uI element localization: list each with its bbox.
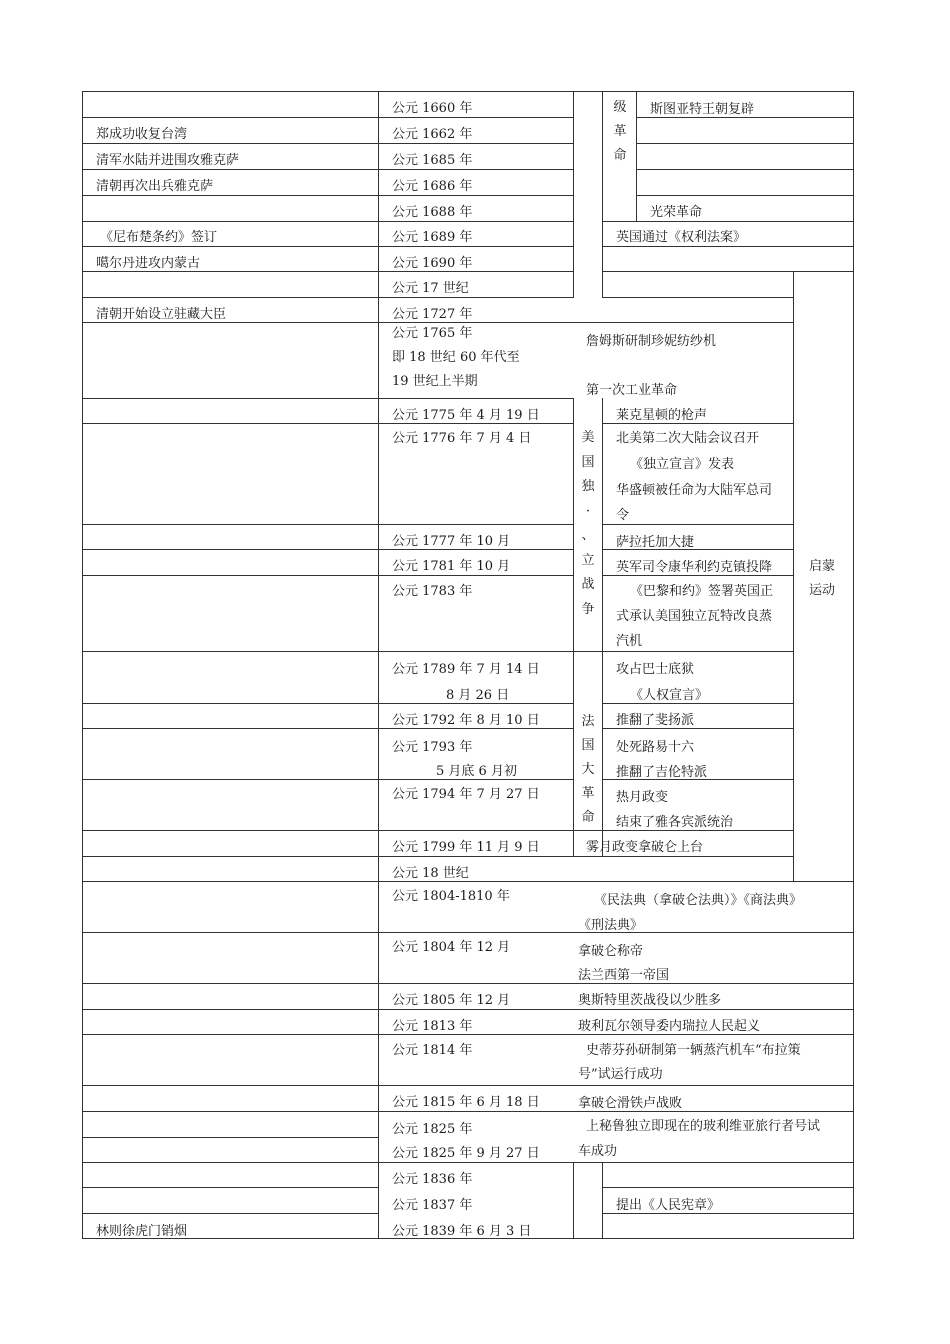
event-washington-cont: 令	[616, 508, 630, 523]
group-english-revolution	[611, 96, 629, 168]
china-event-1686: 清朝再次出兵雅克萨	[96, 179, 214, 194]
group-char: 独	[581, 479, 595, 494]
event-feuillants: 推翻了斐扬派	[616, 713, 695, 728]
date-1686: 公元 1686 年	[392, 179, 473, 194]
date-17th-century: 公元 17 世纪	[392, 281, 469, 296]
date-1837: 公元 1837 年	[392, 1198, 473, 1213]
event-declaration: 《独立宣言》发表	[630, 457, 735, 472]
date-1688: 公元 1688 年	[392, 205, 473, 220]
date-1825: 公元 1825 年	[392, 1122, 473, 1137]
china-event-1727: 清朝开始设立驻藏大臣	[96, 307, 227, 322]
event-stephenson: 史蒂芬孙研制第一辆蒸汽机车“布拉策	[586, 1043, 801, 1058]
event-glorious-revolution: 光荣革命	[650, 205, 703, 220]
date-1793-may: 5 月底 6 月初	[436, 764, 517, 779]
group-char: 级	[613, 100, 627, 115]
event-bolivia-locomotion-cont: 车成功	[578, 1144, 618, 1159]
event-first-empire: 法兰西第一帝国	[578, 968, 670, 983]
event-stuart-restoration: 斯图亚特王朝复辟	[650, 102, 755, 117]
group-char: 革	[581, 786, 595, 801]
date-1765-range: 即 18 世纪 60 年代至	[392, 350, 520, 365]
group-french-revolution	[579, 710, 597, 830]
group-char: 革	[613, 124, 627, 139]
china-event-1839: 林则徐虎门销烟	[96, 1224, 188, 1239]
event-austerlitz: 奥斯特里茨战役以少胜多	[578, 993, 722, 1008]
event-rights-of-man: 《人权宣言》	[630, 688, 709, 703]
date-1660: 公元 1660 年	[392, 101, 473, 116]
group-char: 战	[581, 577, 595, 592]
date-1793: 公元 1793 年	[392, 740, 473, 755]
date-1777: 公元 1777 年 10 月	[392, 534, 511, 549]
date-1804-1810: 公元 1804-1810 年	[392, 889, 510, 904]
group-american-war	[579, 426, 597, 622]
date-1839: 公元 1839 年 6 月 3 日	[392, 1224, 532, 1239]
event-bolivar: 玻利瓦尔领导委内瑞拉人民起义	[578, 1019, 761, 1034]
date-1804: 公元 1804 年 12 月	[392, 940, 511, 955]
event-girondins: 推翻了吉伦特派	[616, 765, 708, 780]
date-1825-sep: 公元 1825 年 9 月 27 日	[392, 1146, 540, 1161]
china-event-1689: 《尼布楚条约》签订	[100, 230, 218, 245]
event-jacobins-end: 结束了雅各宾派统治	[616, 815, 734, 830]
group-char: 争	[581, 601, 595, 617]
date-1690: 公元 1690 年	[392, 256, 473, 271]
date-1813: 公元 1813 年	[392, 1019, 473, 1034]
event-bill-of-rights: 英国通过《权利法案》	[616, 230, 747, 245]
event-spinning-jenny: 詹姆斯研制珍妮纺纱机	[586, 334, 717, 349]
event-bastille: 攻占巴士底狱	[616, 662, 695, 677]
event-treaty-paris-cont: 式承认美国独立瓦特改良蒸	[616, 609, 773, 624]
group-char: 命	[613, 148, 627, 163]
date-1814: 公元 1814 年	[392, 1043, 473, 1058]
date-1805: 公元 1805 年 12 月	[392, 993, 511, 1008]
event-saratoga: 萨拉托加大捷	[616, 535, 695, 550]
date-1799: 公元 1799 年 11 月 9 日	[392, 840, 540, 855]
event-waterloo: 拿破仑滑铁卢战败	[578, 1096, 683, 1111]
date-1781: 公元 1781 年 10 月	[392, 559, 511, 574]
group-char: ·	[585, 503, 591, 519]
event-lexington: 莱克星顿的枪声	[616, 408, 708, 423]
china-event-1690: 噶尔丹进攻内蒙古	[96, 256, 201, 271]
date-1727: 公元 1727 年	[392, 307, 473, 322]
event-stephenson-cont: 号”试运行成功	[578, 1067, 663, 1082]
event-bolivia-locomotion: 上秘鲁独立即现在的玻利维亚旅行者号试	[586, 1119, 821, 1134]
event-washington: 华盛顿被任命为大陆军总司	[616, 483, 773, 498]
date-1783: 公元 1783 年	[392, 584, 473, 599]
date-1794: 公元 1794 年 7 月 27 日	[392, 787, 540, 802]
event-thermidor: 热月政变	[616, 790, 669, 805]
event-yorktown: 英军司令康华利约克镇投降	[616, 560, 773, 575]
event-continental-congress: 北美第二次大陆会议召开	[616, 431, 760, 446]
china-event-1662: 郑成功收复台湾	[96, 127, 188, 142]
group-char: 国	[581, 738, 595, 753]
date-1815: 公元 1815 年 6 月 18 日	[392, 1095, 540, 1110]
china-event-1685: 清军水陆并进围攻雅克萨	[96, 153, 240, 168]
event-treaty-paris: 《巴黎和约》签署英国正	[630, 584, 774, 599]
group-char: 美	[581, 430, 595, 445]
date-1765: 公元 1765 年	[392, 326, 473, 341]
event-louis-xvi: 处死路易十六	[616, 740, 695, 755]
group-enlightenment: 启蒙 运动	[809, 559, 836, 598]
date-1776: 公元 1776 年 7 月 4 日	[392, 431, 532, 446]
event-peoples-charter: 提出《人民宪章》	[616, 1198, 721, 1213]
date-1765-range-end: 19 世纪上半期	[392, 374, 478, 389]
date-1689: 公元 1689 年	[392, 230, 473, 245]
date-1775: 公元 1775 年 4 月 19 日	[392, 408, 540, 423]
date-1789-aug: 8 月 26 日	[446, 688, 510, 703]
date-1685: 公元 1685 年	[392, 153, 473, 168]
event-penal-code: 《刑法典》	[578, 918, 644, 933]
date-1789: 公元 1789 年 7 月 14 日	[392, 662, 540, 677]
event-napoleon-emperor: 拿破仑称帝	[578, 944, 644, 959]
event-brumaire: 雾月政变拿破仑上台	[586, 840, 704, 855]
event-industrial-revolution: 第一次工业革命	[586, 383, 678, 398]
group-char: 立	[581, 552, 595, 568]
date-1792: 公元 1792 年 8 月 10 日	[392, 713, 540, 728]
date-1836: 公元 1836 年	[392, 1172, 473, 1187]
event-civil-code: 《民法典（拿破仑法典）》《商法典》	[594, 893, 803, 908]
date-1662: 公元 1662 年	[392, 127, 473, 142]
group-char: 命	[581, 810, 595, 825]
date-18th-century: 公元 18 世纪	[392, 866, 469, 881]
group-char: 大	[581, 762, 595, 777]
group-char: 、	[581, 528, 595, 543]
group-char: 法	[581, 714, 595, 729]
event-watt-steam: 汽机	[616, 634, 643, 649]
group-char: 国	[581, 454, 595, 470]
